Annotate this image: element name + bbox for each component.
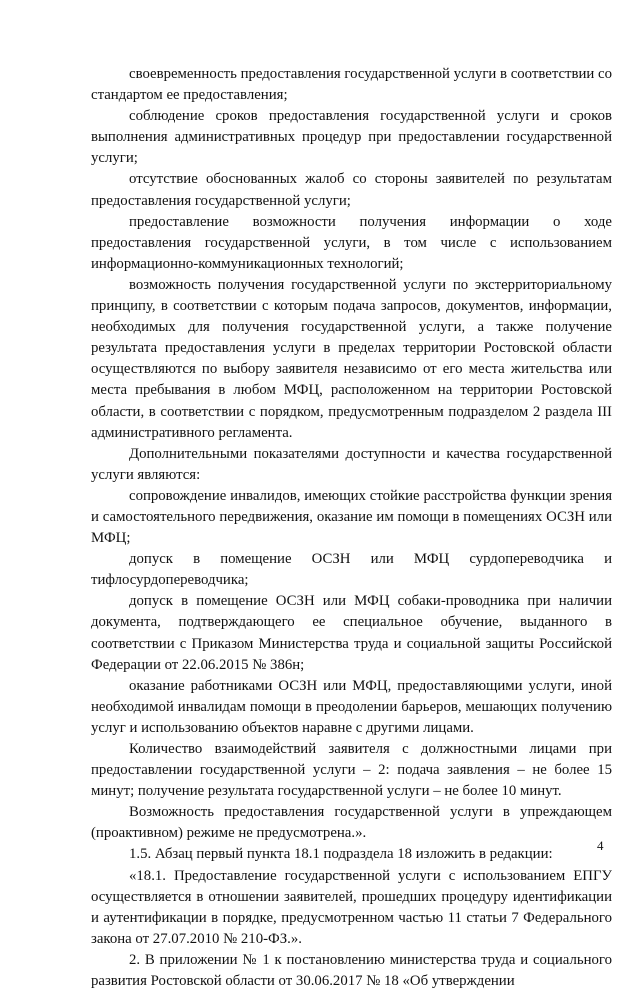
paragraph-guide-dog: допуск в помещение ОСЗН или МФЦ собаки-проводника при наличии документа, подтверждающего ее специальное обучение, выданного в соответствии с Приказом Министерства труда и социальной защиты Российской Федерации от 22.06.2015 № 386н; (91, 593, 612, 673)
paragraph-amendment-1-5: 1.5. Абзац первый пункта 18.1 подраздела 18 изложить в редакции: (129, 846, 553, 863)
document-body (91, 64, 612, 992)
paragraph-accompaniment: сопровождение инвалидов, имеющих стойкие расстройства функции зрения и самостоятельного передвижения, оказание им помощи в помещениях ОСЗН или МФЦ; (91, 487, 612, 547)
paragraph-amendment-2: 2. В приложении № 1 к постановлению министерства труда и социального развития Ростовской области от 30.06.2017 № 18 «Об утверждении (91, 951, 612, 990)
paragraph-sign-interpreter: допуск в помещение ОСЗН или МФЦ сурдопереводчика и тифлосурдопереводчика; (91, 551, 612, 589)
paragraph-extraterritorial: возможность получения государственной услуги по экстерриториальному принципу, в соответствии с которым подача запросов, документов, информации, необходимых для получения государственной услуги, а также получение результата предоставления услуги в пределах территории Ростовской области осуществляются по выбору заявителя независимо от его места жительства или места пребывания в любом МФЦ, расположенном на территории Ростовской области, в соответствии с порядком, предусмотренным подразделом 2 раздела III административного регламента. (91, 276, 612, 441)
paragraph-information: предоставление возможности получения информации о ходе предоставления государственной услуги, в том числе с использованием информационно-коммуникационных технологий; (91, 213, 612, 272)
paragraph-proactive: Возможность предоставления государственной услуги в упреждающем (проактивном) режиме не предусмотрена.». (91, 804, 612, 842)
paragraph-assistance: оказание работниками ОСЗН или МФЦ, предоставляющими услуги, иной необходимой инвалидам помощи в преодолении барьеров, мешающих получению услуг и использованию объектов наравне с другими лицами. (91, 677, 612, 736)
page-number: 4 (597, 838, 604, 853)
paragraph-timeliness: своевременность предоставления государственной услуги в соответствии со стандартом ее предоставления; (91, 66, 612, 104)
paragraph-additional-indicators: Дополнительными показателями доступности и качества государственной услуги являются: (91, 445, 612, 483)
paragraph-complaints: отсутствие обоснованных жалоб со стороны заявителей по результатам предоставления государственной услуги; (91, 171, 612, 209)
paragraph-clause-18-1: «18.1. Предоставление государственной услуги с использованием ЕПГУ осуществляется в отношении заявителей, прошедших процедуру идентификации и аутентификации в порядке, предусмотренном частью 11 статьи 7 Федерального закона от 27.07.2010 № 210-ФЗ.». (91, 867, 612, 947)
paragraph-interactions: Количество взаимодействий заявителя с должностными лицами при предоставлении государственной услуги – 2: подача заявления – не более 15 минут; получение результата государственной услуги – не более 10 минут. (91, 741, 612, 800)
paragraph-deadlines: соблюдение сроков предоставления государственной услуги и сроков выполнения административных процедур при предоставлении государственной услуги; (91, 108, 612, 167)
